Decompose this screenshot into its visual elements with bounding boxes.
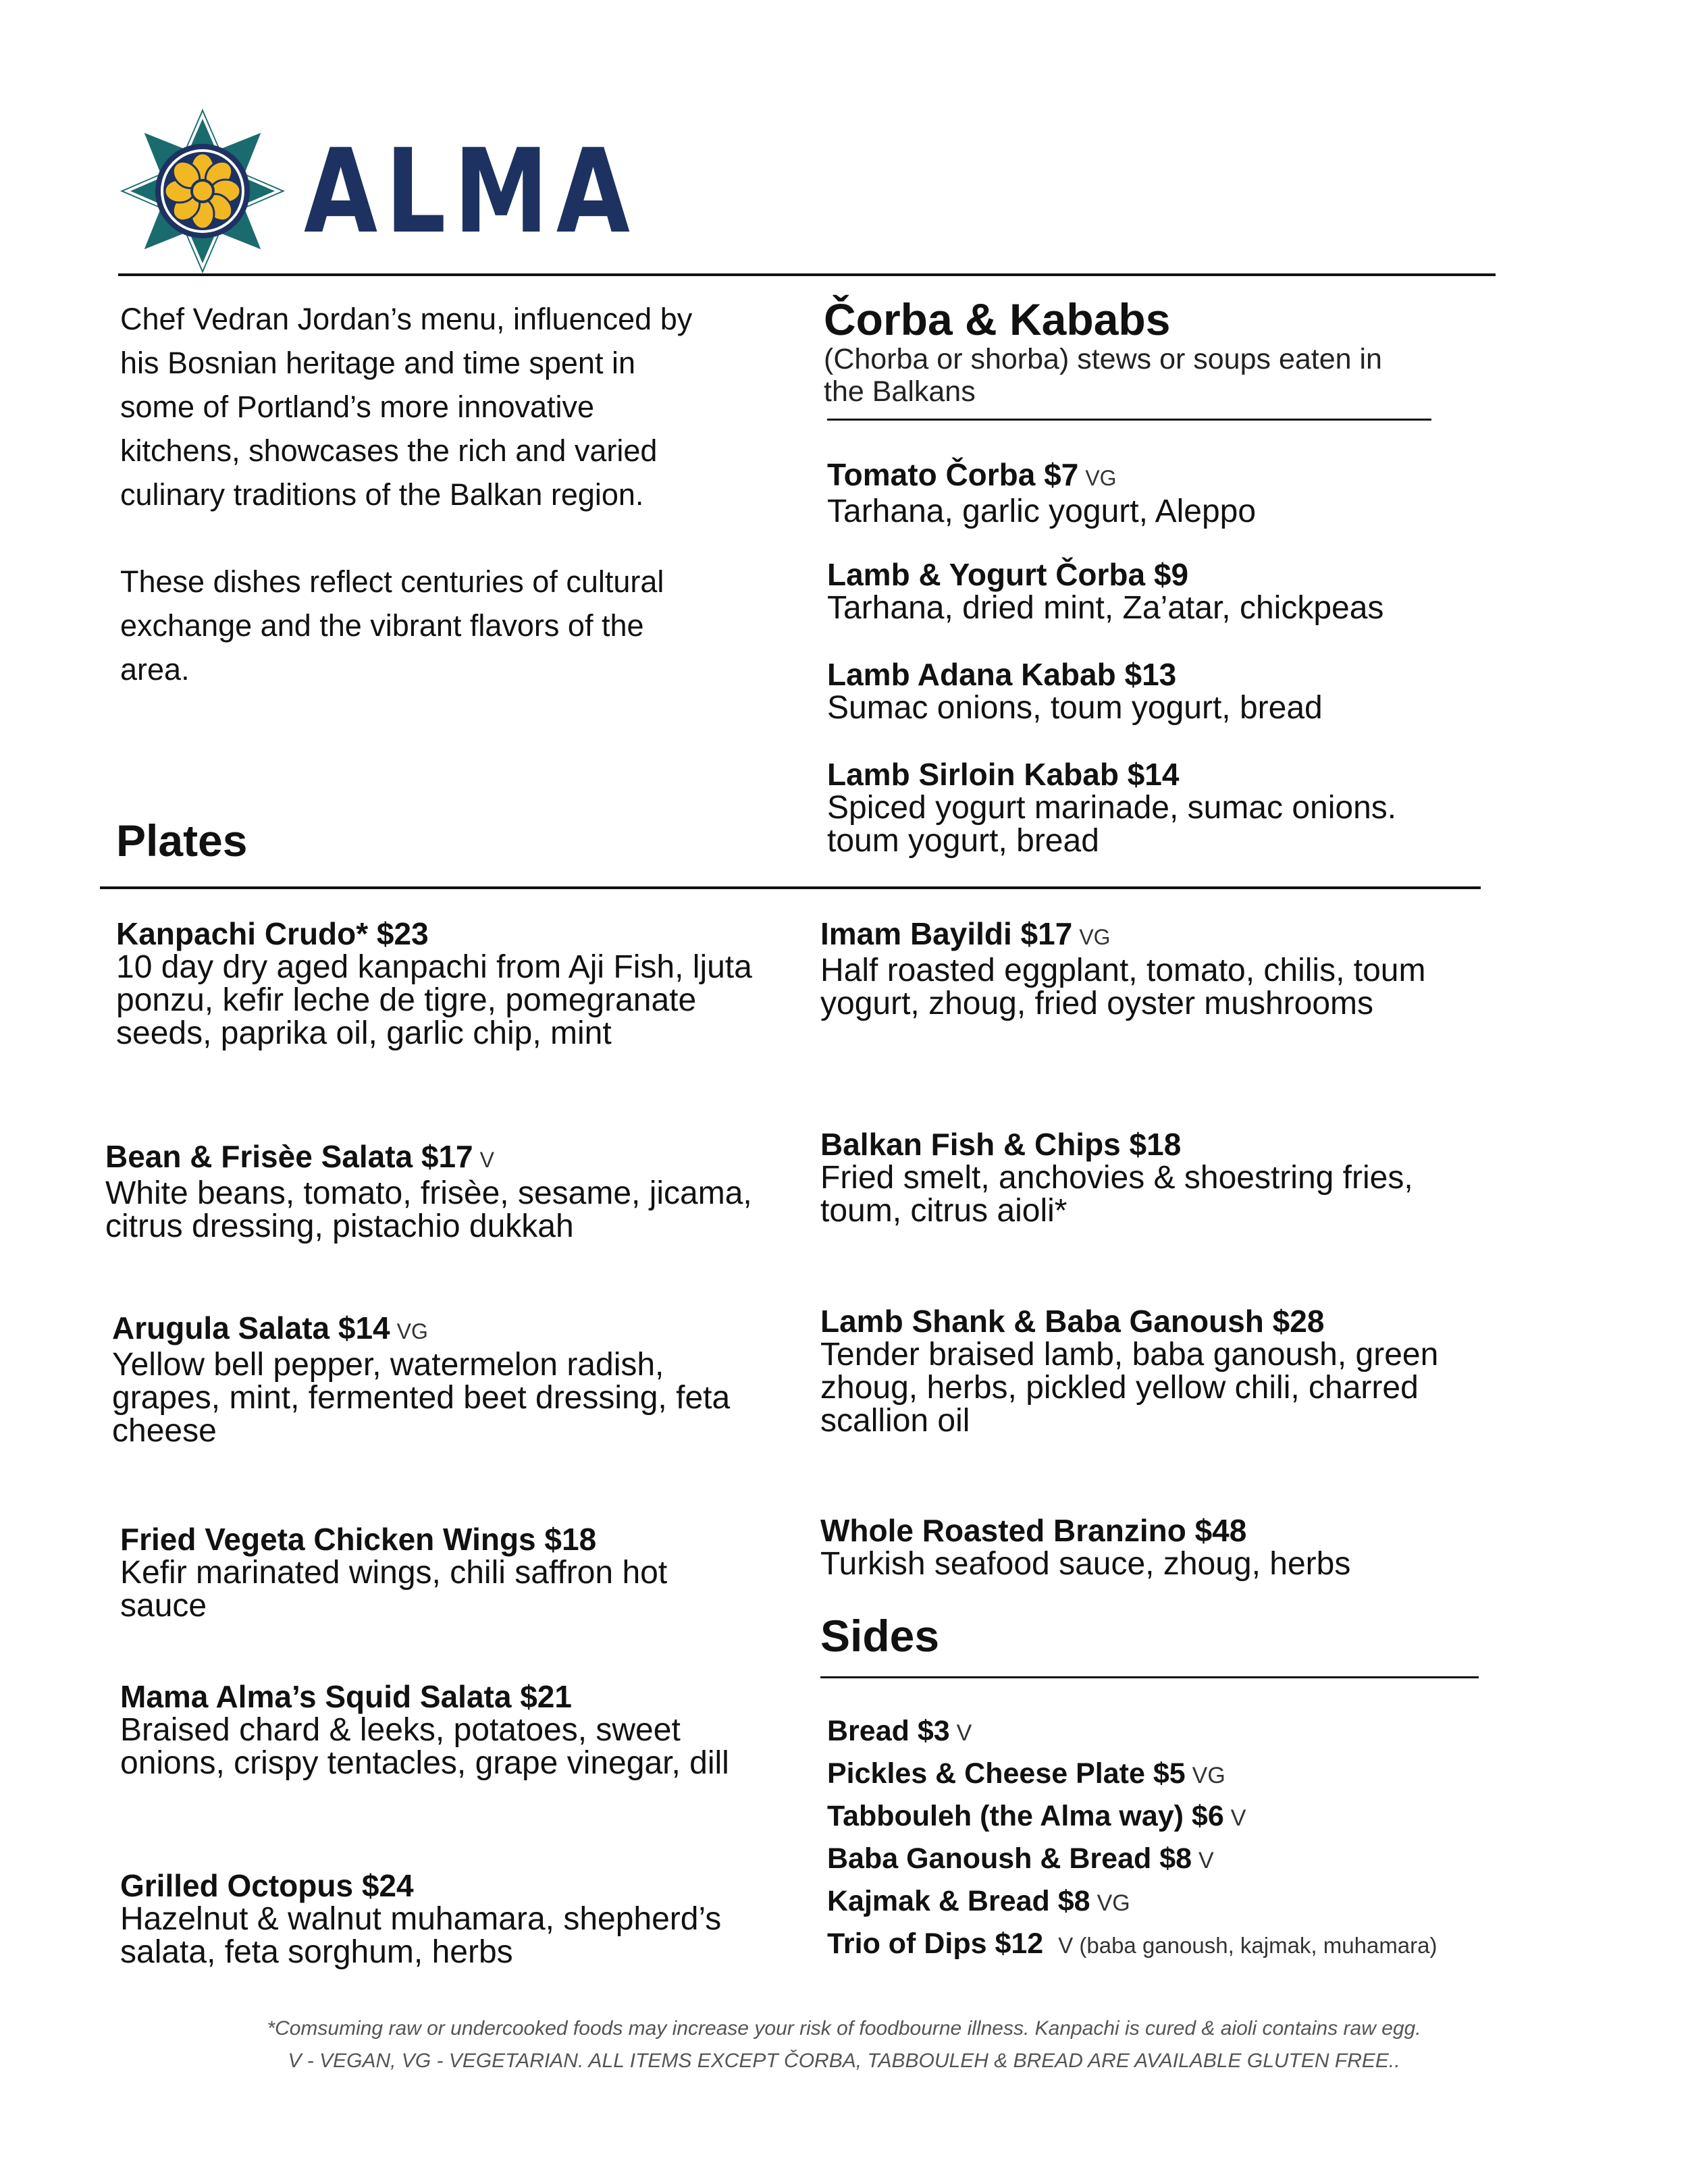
dietary-tag: VG bbox=[1079, 925, 1111, 949]
item-name: Bean & Frisèe Salata $17 bbox=[105, 1139, 473, 1174]
item-name: Lamb Shank & Baba Ganoush $28 bbox=[820, 1304, 1325, 1339]
sides-section-title: Sides bbox=[820, 1611, 940, 1661]
item-description: Tarhana, garlic yogurt, Aleppo bbox=[827, 494, 1257, 529]
corba-divider bbox=[827, 419, 1431, 421]
item-name: Kajmak & Bread $8 bbox=[827, 1885, 1090, 1917]
item-description: Kefir marinated wings, chili saffron hot sauce bbox=[120, 1555, 668, 1624]
item-name: Lamb & Yogurt Čorba $9 bbox=[827, 557, 1189, 592]
item-description: Sumac onions, toum yogurt, bread bbox=[827, 690, 1323, 726]
item-name: Imam Bayildi $17 bbox=[820, 916, 1073, 951]
side-item bbox=[827, 1885, 1130, 1918]
intro-text bbox=[120, 297, 714, 735]
item-name: Trio of Dips $12 bbox=[827, 1927, 1044, 1960]
side-item bbox=[827, 1927, 1438, 1961]
flower-mandala-icon bbox=[118, 107, 287, 275]
menu-item bbox=[827, 458, 1469, 528]
item-name: Pickles & Cheese Plate $5 bbox=[827, 1757, 1186, 1790]
menu-item bbox=[120, 1869, 755, 1969]
side-item bbox=[827, 1757, 1225, 1790]
item-description: Yellow bell pepper, watermelon radish, grapes, mint, fermented beet dressing, feta cheese bbox=[112, 1347, 731, 1449]
sides-divider bbox=[820, 1676, 1479, 1678]
item-description: Fried smelt, anchovies & shoestring fries, toum, citrus aioli* bbox=[820, 1160, 1413, 1229]
dietary-tag: VG bbox=[1192, 1763, 1225, 1788]
item-description: Hazelnut & walnut muhamara, shepherd’s salata, feta sorghum, herbs bbox=[120, 1901, 722, 1970]
item-name: Mama Alma’s Squid Salata $21 bbox=[120, 1679, 572, 1714]
dietary-tag: V bbox=[956, 1720, 972, 1746]
side-item bbox=[827, 1842, 1214, 1875]
menu-item bbox=[116, 917, 764, 1050]
dietary-tag: V bbox=[1230, 1805, 1246, 1831]
item-name: Lamb Sirloin Kabab $14 bbox=[827, 757, 1180, 792]
corba-section-title: Čorba & Kababs bbox=[824, 294, 1171, 344]
menu-item bbox=[112, 1311, 747, 1447]
header-divider bbox=[118, 273, 1496, 276]
menu-item bbox=[827, 558, 1469, 624]
intro-paragraph: Chef Vedran Jordan’s menu, influenced by his Bosnian heritage and time spent in some of Portland’s more innovative kitchens, showcases the rich and varied culinary traditions of the Balkan region. bbox=[120, 302, 693, 512]
menu-item bbox=[827, 757, 1435, 857]
dietary-tag: VG bbox=[1097, 1890, 1130, 1916]
menu-item bbox=[820, 1127, 1428, 1227]
menu-item bbox=[105, 1140, 781, 1243]
dietary-tag: VG bbox=[1085, 466, 1117, 490]
item-name: Bread $3 bbox=[827, 1715, 950, 1747]
dietary-tag: V (baba ganoush, kajmak, muhamara) bbox=[1058, 1933, 1438, 1958]
intro-paragraph: These dishes reflect centuries of cultural exchange and the vibrant flavors of the area. bbox=[120, 564, 664, 687]
item-description: Half roasted eggplant, tomato, chilis, toum yogurt, zhoug, fried oyster mushrooms bbox=[820, 953, 1426, 1021]
menu-item bbox=[120, 1680, 755, 1780]
item-name: Tomato Čorba $7 bbox=[827, 457, 1079, 492]
footnote-legend: V - VEGAN, VG - VEGETARIAN. ALL ITEMS EXCEPT ČORBA, TABBOULEH & BREAD ARE AVAILABLE GLUTEN FREE.. bbox=[288, 2050, 1400, 2072]
item-name: Tabbouleh (the Alma way) $6 bbox=[827, 1800, 1224, 1832]
menu-item bbox=[820, 1514, 1469, 1580]
item-name: Balkan Fish & Chips $18 bbox=[820, 1127, 1182, 1162]
side-item bbox=[827, 1800, 1246, 1833]
menu-item bbox=[120, 1522, 755, 1622]
menu-item bbox=[820, 917, 1428, 1020]
item-name: Baba Ganoush & Bread $8 bbox=[827, 1842, 1192, 1875]
dietary-tag: V bbox=[1198, 1848, 1214, 1873]
menu-item bbox=[827, 658, 1469, 724]
brand-wordmark: ALMA bbox=[304, 124, 638, 259]
item-name: Fried Vegeta Chicken Wings $18 bbox=[120, 1522, 597, 1557]
plates-section-title: Plates bbox=[116, 816, 248, 865]
dietary-tag: VG bbox=[396, 1319, 428, 1343]
item-name: Lamb Adana Kabab $13 bbox=[827, 657, 1177, 692]
item-description: Braised chard & leeks, potatoes, sweet onions, crispy tentacles, grape vinegar, dill bbox=[120, 1712, 729, 1781]
item-description: White beans, tomato, frisèe, sesame, jicama, citrus dressing, pistachio dukkah bbox=[105, 1175, 752, 1244]
menu-item bbox=[820, 1304, 1469, 1437]
item-description: 10 day dry aged kanpachi from Aji Fish, ljuta ponzu, kefir leche de tigre, pomegranate seeds, paprika oil, garlic chip, mint bbox=[116, 949, 752, 1051]
item-name: Whole Roasted Branzino $48 bbox=[820, 1513, 1247, 1548]
item-name: Arugula Salata $14 bbox=[112, 1310, 390, 1346]
item-name: Kanpachi Crudo* $23 bbox=[116, 916, 429, 951]
item-description: Tarhana, dried mint, Za’atar, chickpeas bbox=[827, 590, 1384, 626]
item-name: Grilled Octopus $24 bbox=[120, 1868, 414, 1903]
item-description: Turkish seafood sauce, zhoug, herbs bbox=[820, 1546, 1351, 1582]
item-description: Spiced yogurt marinade, sumac onions. toum yogurt, bread bbox=[827, 790, 1397, 859]
plates-divider bbox=[100, 886, 1481, 889]
dietary-tag: V bbox=[479, 1148, 494, 1172]
side-item bbox=[827, 1715, 972, 1748]
corba-section-subtitle: (Chorba or shorba) stews or soups eaten in the Balkans bbox=[824, 343, 1382, 408]
footnote-allergy: *Comsuming raw or undercooked foods may increase your risk of foodbourne illness. Kanpachi is cured & aioli contains raw egg. bbox=[267, 2017, 1421, 2040]
item-description: Tender braised lamb, baba ganoush, green zhoug, herbs, pickled yellow chili, charred scallion oil bbox=[820, 1337, 1439, 1439]
